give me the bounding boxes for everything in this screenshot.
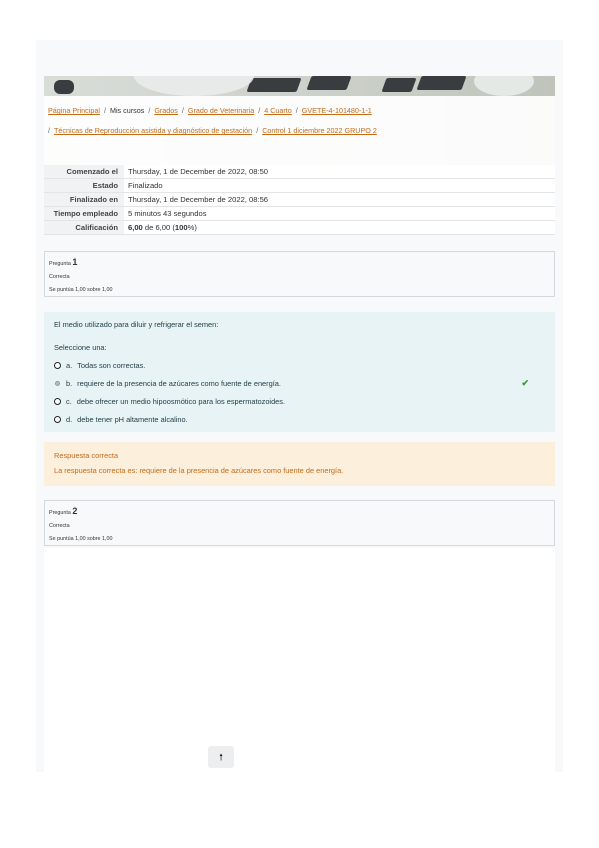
summary-value: Finalizado <box>124 179 555 193</box>
radio-button[interactable] <box>54 362 61 369</box>
radio-button-selected[interactable] <box>55 381 60 386</box>
question-number: 2 <box>72 506 78 516</box>
feedback-text: La respuesta correcta es: requiere de la presencia de azúcares como fuente de energía. <box>54 466 344 475</box>
question-2-content <box>44 548 555 772</box>
answer-letter: d. <box>66 414 73 424</box>
summary-value <box>124 221 555 235</box>
summary-label: Tiempo empleado <box>44 207 124 221</box>
summary-value: Thursday, 1 de December de 2022, 08:50 <box>124 165 555 179</box>
breadcrumb-quiz-link[interactable]: Control 1 diciembre 2022 GRUPO 2 <box>262 126 377 135</box>
answer-text: requiere de la presencia de azúcares como fuente de energía. <box>77 378 281 388</box>
question-number: 1 <box>72 257 78 267</box>
summary-row-finished <box>44 193 555 207</box>
answer-option-d[interactable] <box>54 410 545 428</box>
summary-row-state <box>44 179 555 193</box>
answer-option-b[interactable] <box>54 374 545 392</box>
answer-letter: b. <box>66 378 73 388</box>
question-text: El medio utilizado para diluir y refrigerar el semen: <box>54 320 219 329</box>
question-1-feedback <box>44 442 555 486</box>
breadcrumb-cuarto-link[interactable]: 4 Cuarto <box>264 106 292 115</box>
summary-label: Estado <box>44 179 124 193</box>
arrow-up-icon: 🠕 <box>219 752 223 762</box>
question-mark: Se puntúa 1,00 sobre 1,00 <box>49 287 113 293</box>
answer-text: debe ofrecer un medio hipoosmótico para los espermatozoides. <box>76 396 286 406</box>
attempt-summary-table <box>44 165 555 235</box>
summary-value: Thursday, 1 de December de 2022, 08:56 <box>124 193 555 207</box>
breadcrumb-course-name-link[interactable]: Técnicas de Reproducción asistida y diagnóstico de gestación <box>54 126 253 135</box>
feedback-title: Respuesta correcta <box>54 451 119 460</box>
question-label: Pregunta <box>49 510 71 516</box>
summary-row-grade <box>44 221 555 235</box>
question-1-info <box>44 251 555 297</box>
question-state: Correcta <box>49 523 70 529</box>
radio-button[interactable] <box>54 398 61 405</box>
check-icon: ✔ <box>521 377 529 388</box>
summary-label: Finalizado en <box>44 193 124 207</box>
summary-label: Calificación <box>44 221 124 235</box>
answer-letter: a. <box>66 360 73 370</box>
summary-value: 5 minutos 43 segundos <box>124 207 555 221</box>
summary-row-started <box>44 165 555 179</box>
grade-percent: 100 <box>174 223 188 232</box>
answer-text: debe tener pH altamente alcalino. <box>77 414 188 424</box>
question-2-info <box>44 500 555 546</box>
grade-score: 6,00 <box>128 223 143 232</box>
summary-label: Comenzado el <box>44 165 124 179</box>
breadcrumb-grados-link[interactable]: Grados <box>154 106 178 115</box>
breadcrumb-my-courses: Mis cursos <box>109 106 145 115</box>
breadcrumb-grado-veterinaria-link[interactable]: Grado de Veterinaria <box>187 106 255 115</box>
grade-end: %) <box>187 223 197 232</box>
answer-option-c[interactable] <box>54 392 545 410</box>
answer-option-a[interactable] <box>54 356 545 374</box>
breadcrumb: Página Principal / Mis cursos / Grados / Grado de Veterinaria / 4 Cuarto / GVETE-4-101480-1-1 / Técnicas de Reproducción asistida y diagnóstico de gestación / Control 1 diciembre 2022 GRUPO 2 <box>44 96 555 172</box>
answer-letter: c. <box>66 396 72 406</box>
grade-of: de 6,00 ( <box>144 223 175 232</box>
select-prompt: Seleccione una: <box>54 343 107 352</box>
summary-row-time <box>44 207 555 221</box>
breadcrumb-course-code-link[interactable]: GVETE-4-101480-1-1 <box>301 106 372 115</box>
question-mark: Se puntúa 1,00 sobre 1,00 <box>49 536 113 542</box>
question-state: Correcta <box>49 274 70 280</box>
question-label: Pregunta <box>49 261 71 267</box>
question-1-content <box>44 312 555 432</box>
breadcrumb-home-link[interactable]: Página Principal <box>48 106 100 115</box>
radio-button[interactable] <box>54 416 61 423</box>
answer-text: Todas son correctas. <box>77 360 146 370</box>
back-to-top-button[interactable] <box>208 746 234 768</box>
